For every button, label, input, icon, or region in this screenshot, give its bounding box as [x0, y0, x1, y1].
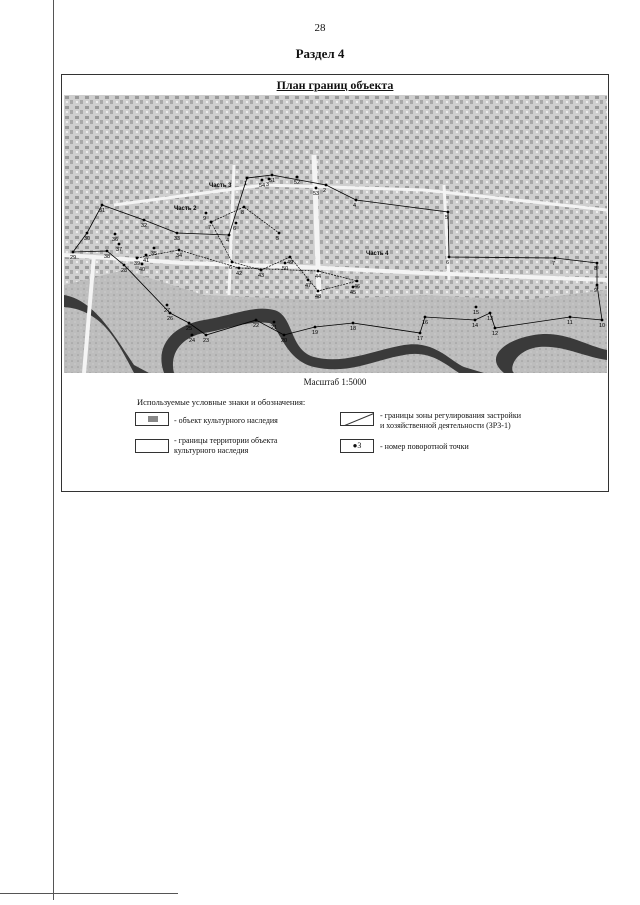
turning-point-marker	[260, 269, 263, 272]
turning-point-marker	[235, 222, 238, 225]
turning-point-label: 1	[244, 181, 248, 187]
turning-point-marker	[271, 174, 274, 177]
bottom-rule	[0, 893, 178, 894]
turning-point-label: 4	[226, 238, 230, 244]
legend-zone-text: - границы зоны регулирования застройки и хозяйственной деятельности (ЗРЗ-1)	[380, 411, 522, 430]
turning-point-label: 9	[203, 216, 207, 222]
legend-zone-swatch	[340, 412, 374, 426]
turning-point-label: 40	[139, 267, 146, 273]
turning-point-label: 22	[253, 323, 260, 329]
turning-point-marker	[143, 219, 146, 222]
turning-point-label: 31	[99, 208, 106, 214]
plan-title: План границ объекта	[276, 78, 394, 92]
turning-point-label: 34	[176, 253, 183, 259]
turning-point-label: 48	[315, 294, 322, 300]
turning-point-marker	[419, 332, 422, 335]
turning-point-label: 28	[121, 268, 128, 274]
turning-point-marker	[231, 261, 234, 264]
turning-point-marker	[153, 247, 156, 250]
turning-point-marker	[283, 334, 286, 337]
turning-point-label: 25	[186, 326, 193, 332]
turning-point-marker	[596, 284, 599, 287]
turning-point-label: 6	[229, 265, 233, 271]
turning-point-marker	[569, 316, 572, 319]
turning-point-marker	[205, 334, 208, 337]
turning-point-marker	[554, 257, 557, 260]
turning-point-label: 21	[271, 325, 278, 331]
turning-point-label: 29	[70, 255, 77, 261]
turning-point-marker	[273, 321, 276, 324]
turning-point-label: 17	[417, 336, 424, 342]
turning-point-marker	[325, 184, 328, 187]
turning-point-label: 15	[473, 310, 480, 316]
turning-point-label: 7	[552, 261, 556, 267]
turning-point-label: 46	[354, 284, 361, 290]
turning-point-label: 32	[141, 223, 148, 229]
turning-point-label: 53	[313, 191, 320, 197]
turning-point-label: 51	[269, 178, 276, 184]
turning-point-label: 3	[266, 182, 270, 188]
map-part-label: Часть 3	[209, 183, 232, 189]
turning-point-label: 38	[104, 254, 111, 260]
turning-point-marker	[176, 232, 179, 235]
legend-point-text: - номер поворотной точки	[380, 442, 469, 451]
turning-point-marker	[424, 316, 427, 319]
turning-point-label: 44	[315, 274, 322, 280]
turning-point-label: 19	[312, 330, 319, 336]
map-image	[64, 95, 607, 373]
legend-heritage-swatch	[135, 412, 169, 426]
turning-point-label: 43	[258, 273, 265, 279]
turning-point-marker	[448, 256, 451, 259]
turning-point-marker	[307, 279, 310, 282]
turning-point-marker	[447, 211, 450, 214]
turning-point-marker	[255, 319, 258, 322]
legend-territory-swatch	[135, 439, 169, 453]
page-number: 28	[314, 22, 326, 34]
turning-point-marker	[489, 312, 492, 315]
turning-point-label: 8	[241, 210, 245, 216]
turning-point-marker	[261, 179, 264, 182]
legend-point-swatch: ●3	[340, 439, 374, 453]
turning-point-label: 52	[294, 180, 301, 186]
turning-point-marker	[145, 254, 148, 257]
turning-point-label: 9	[594, 288, 598, 294]
turning-point-label: 35	[151, 251, 158, 257]
turning-point-label: 42	[236, 271, 243, 277]
turning-point-marker	[106, 250, 109, 253]
turning-point-label: 45	[350, 290, 357, 296]
turning-point-marker	[228, 234, 231, 237]
legend-territory-text: - границы территории объекта культурного наследия	[174, 436, 278, 455]
turning-point-label: 6	[446, 260, 450, 266]
turning-point-label: 5	[445, 215, 449, 221]
turning-point-marker	[356, 280, 359, 283]
turning-point-marker	[205, 212, 208, 215]
section-title: Раздел 4	[295, 46, 345, 61]
turning-point-label: 23	[203, 338, 210, 344]
turning-point-label: 8	[594, 266, 598, 272]
map-part-label: Часть 2	[174, 206, 197, 212]
turning-point-marker	[315, 187, 318, 190]
turning-point-marker	[243, 206, 246, 209]
turning-point-marker	[101, 204, 104, 207]
turning-point-marker	[136, 257, 139, 260]
point-marker-icon: ●	[352, 441, 358, 450]
turning-point-label: 24	[189, 338, 196, 344]
turning-point-label: 10	[599, 323, 606, 329]
turning-point-label: 6	[233, 226, 237, 232]
turning-point-label: 33	[174, 236, 181, 242]
turning-point-label: 11	[567, 320, 573, 326]
turning-point-label: 36	[112, 237, 119, 243]
turning-point-label: 41	[143, 258, 150, 264]
turning-point-marker	[475, 306, 478, 309]
turning-point-label: 7	[208, 225, 212, 231]
turning-point-marker	[123, 264, 126, 267]
turning-point-marker	[601, 319, 604, 322]
turning-point-label: 13	[487, 316, 494, 322]
margin-line	[53, 0, 54, 900]
turning-point-label: 54	[259, 183, 266, 189]
turning-point-marker	[86, 232, 89, 235]
turning-point-marker	[246, 177, 249, 180]
turning-point-marker	[191, 334, 194, 337]
turning-point-marker	[284, 262, 287, 265]
turning-point-label: 49	[287, 260, 294, 266]
turning-point-label: 30	[84, 236, 91, 242]
map-scale: Масштаб 1:5000	[303, 377, 367, 387]
turning-point-marker	[210, 221, 213, 224]
turning-point-marker	[317, 290, 320, 293]
turning-point-marker	[474, 319, 477, 322]
turning-point-marker	[278, 232, 281, 235]
turning-point-label: 16	[422, 320, 429, 326]
map-part-label: Часть 4	[366, 251, 389, 257]
turning-point-label: 37	[116, 247, 123, 253]
turning-point-marker	[314, 326, 317, 329]
turning-point-marker	[596, 262, 599, 265]
turning-point-marker	[114, 233, 117, 236]
turning-point-marker	[178, 249, 181, 252]
legend-heritage-text: - объект культурного наследия	[174, 416, 278, 425]
turning-point-marker	[238, 267, 241, 270]
turning-point-label: 39	[134, 261, 141, 267]
turning-point-label: 26	[167, 316, 174, 322]
turning-point-label: 50	[282, 266, 289, 272]
turning-point-label: 14	[472, 323, 479, 329]
plan-frame	[61, 74, 609, 492]
turning-point-marker	[118, 243, 121, 246]
turning-point-marker	[72, 251, 75, 254]
turning-point-marker	[494, 327, 497, 330]
turning-point-marker	[166, 304, 169, 307]
turning-point-marker	[188, 322, 191, 325]
turning-point-label: 5	[276, 236, 280, 242]
turning-point-marker	[355, 199, 358, 202]
turning-point-label: 2	[323, 188, 327, 194]
turning-point-label: 4	[353, 203, 357, 209]
turning-point-marker	[296, 176, 299, 179]
legend-title: Используемые условные знаки и обозначения:	[137, 397, 306, 407]
turning-point-marker	[289, 256, 292, 259]
turning-point-label: 47	[305, 283, 312, 289]
turning-point-marker	[317, 270, 320, 273]
turning-point-label: 18	[350, 326, 357, 332]
turning-point-label: 27	[164, 308, 171, 314]
turning-point-marker	[352, 322, 355, 325]
turning-point-label: 20	[281, 338, 288, 344]
turning-point-label: 12	[492, 331, 499, 337]
